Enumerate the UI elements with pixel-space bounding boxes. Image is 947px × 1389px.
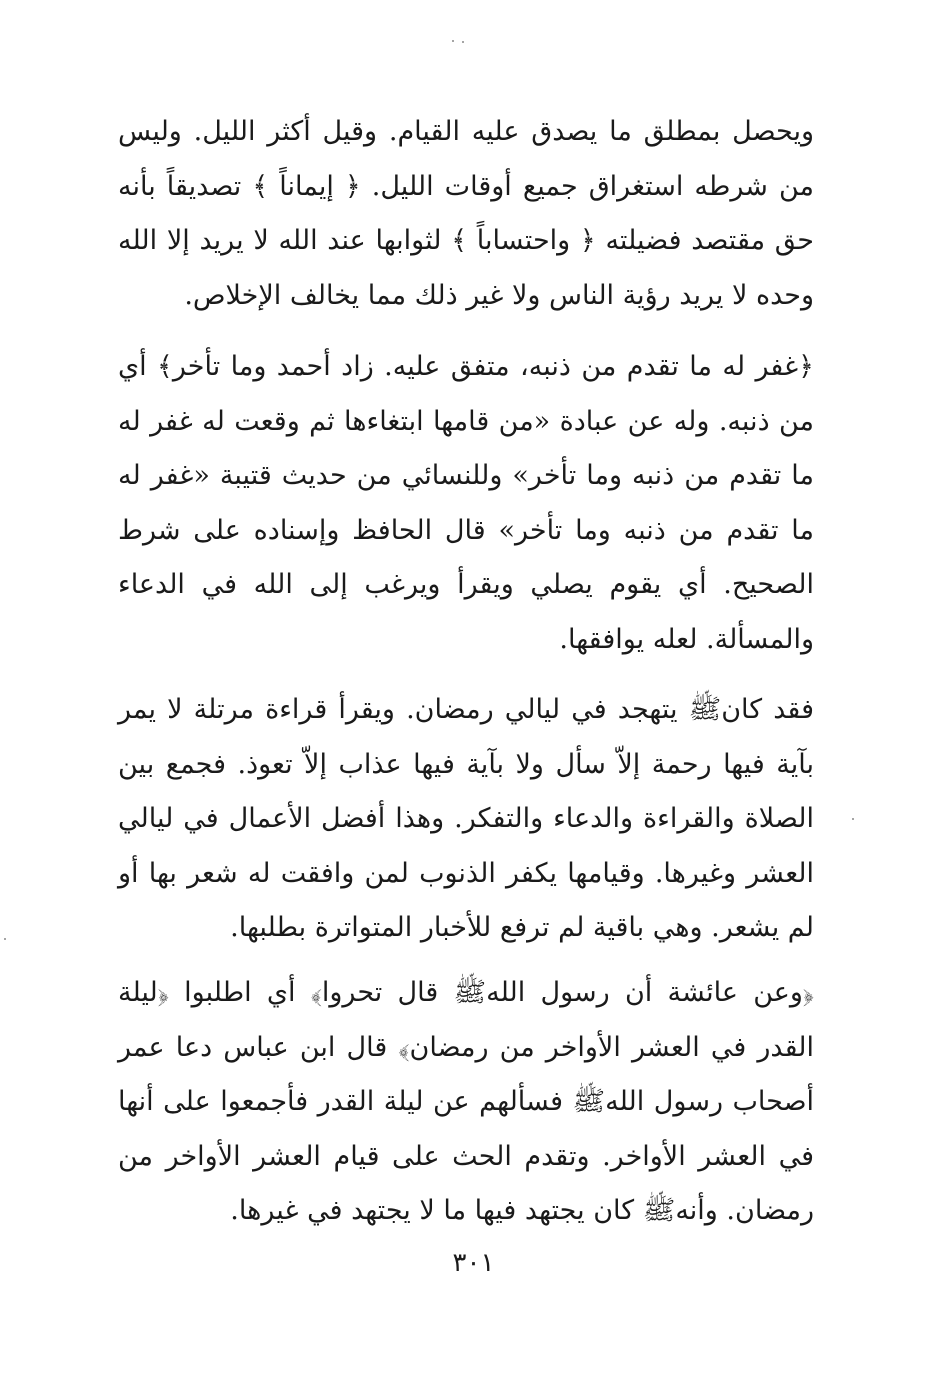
- paragraph-text: فقد كانﷺ يتهجد في ليالي رمضان. ويقرأ قراءة مرتلة لا يمر بآية فيها رحمة إلاّ سأل ولا بآية فيها عذاب إلاّ تعوذ. فجمع بين الصلاة والقراءة والدعاء والتفكر. وهذا أفضل الأعمال في ليالي العشر وغيرها. وقيامها يكفر الذنوب لمن وافقت له شعر بها أو لم يشعر. وهي باقية لم ترفع للأخبار المتواترة بطلبها.: [118, 694, 814, 943]
- page-number: ٣٠١: [452, 1248, 495, 1278]
- scan-speck: [852, 818, 854, 820]
- paragraph-text: ﴿وعن عائشة أن رسول اللهﷺ قال تحروا﴾ أي اطلبوا ﴿ليلة القدر في العشر الأواخر من رمضان﴾ قال ابن عباس دعا عمر أصحاب رسول اللهﷺ فسألهم عن ليلة القدر فأجمعوا على أنها في العشر الأواخر. وتقدم الحث على قيام العشر الأواخر من رمضان. وأنهﷺ كان يجتهد فيها ما لا يجتهد في غيرها.: [118, 977, 814, 1226]
- paragraph-1: [118, 105, 814, 323]
- scan-speck: [4, 938, 6, 940]
- paragraph-text: ﴿غفر له ما تقدم من ذنبه، متفق عليه. زاد أحمد وما تأخر﴾ أي من ذنبه. وله عن عبادة «من قامها ابتغاءها ثم وقعت له غفر له ما تقدم من ذنبه وما تأخر» وللنسائي من حديث قتيبة «غفر له ما تقدم من ذنبه وما تأخر» قال الحافظ وإسناده على شرط الصحيح. أي يقوم يصلي ويقرأ ويرغب إلى الله في الدعاء والمسألة. لعله يوافقها.: [118, 351, 814, 655]
- paragraph-3: [118, 683, 814, 956]
- paragraph-2: [118, 340, 814, 667]
- paragraph-text: ويحصل بمطلق ما يصدق عليه القيام. وقيل أكثر الليل. وليس من شرطه استغراق جميع أوقات الليل. ﴿ إيماناً ﴾ تصديقاً بأنه حق مقتصد فضيلته ﴿ واحتساباً ﴾ لثوابها عند الله لا يريد إلا الله وحده لا يريد رؤية الناس ولا غير ذلك مما يخالف الإخلاص.: [118, 116, 814, 311]
- scan-speck: [462, 41, 464, 43]
- scan-speck: [452, 40, 454, 42]
- paragraph-4: [118, 966, 814, 1239]
